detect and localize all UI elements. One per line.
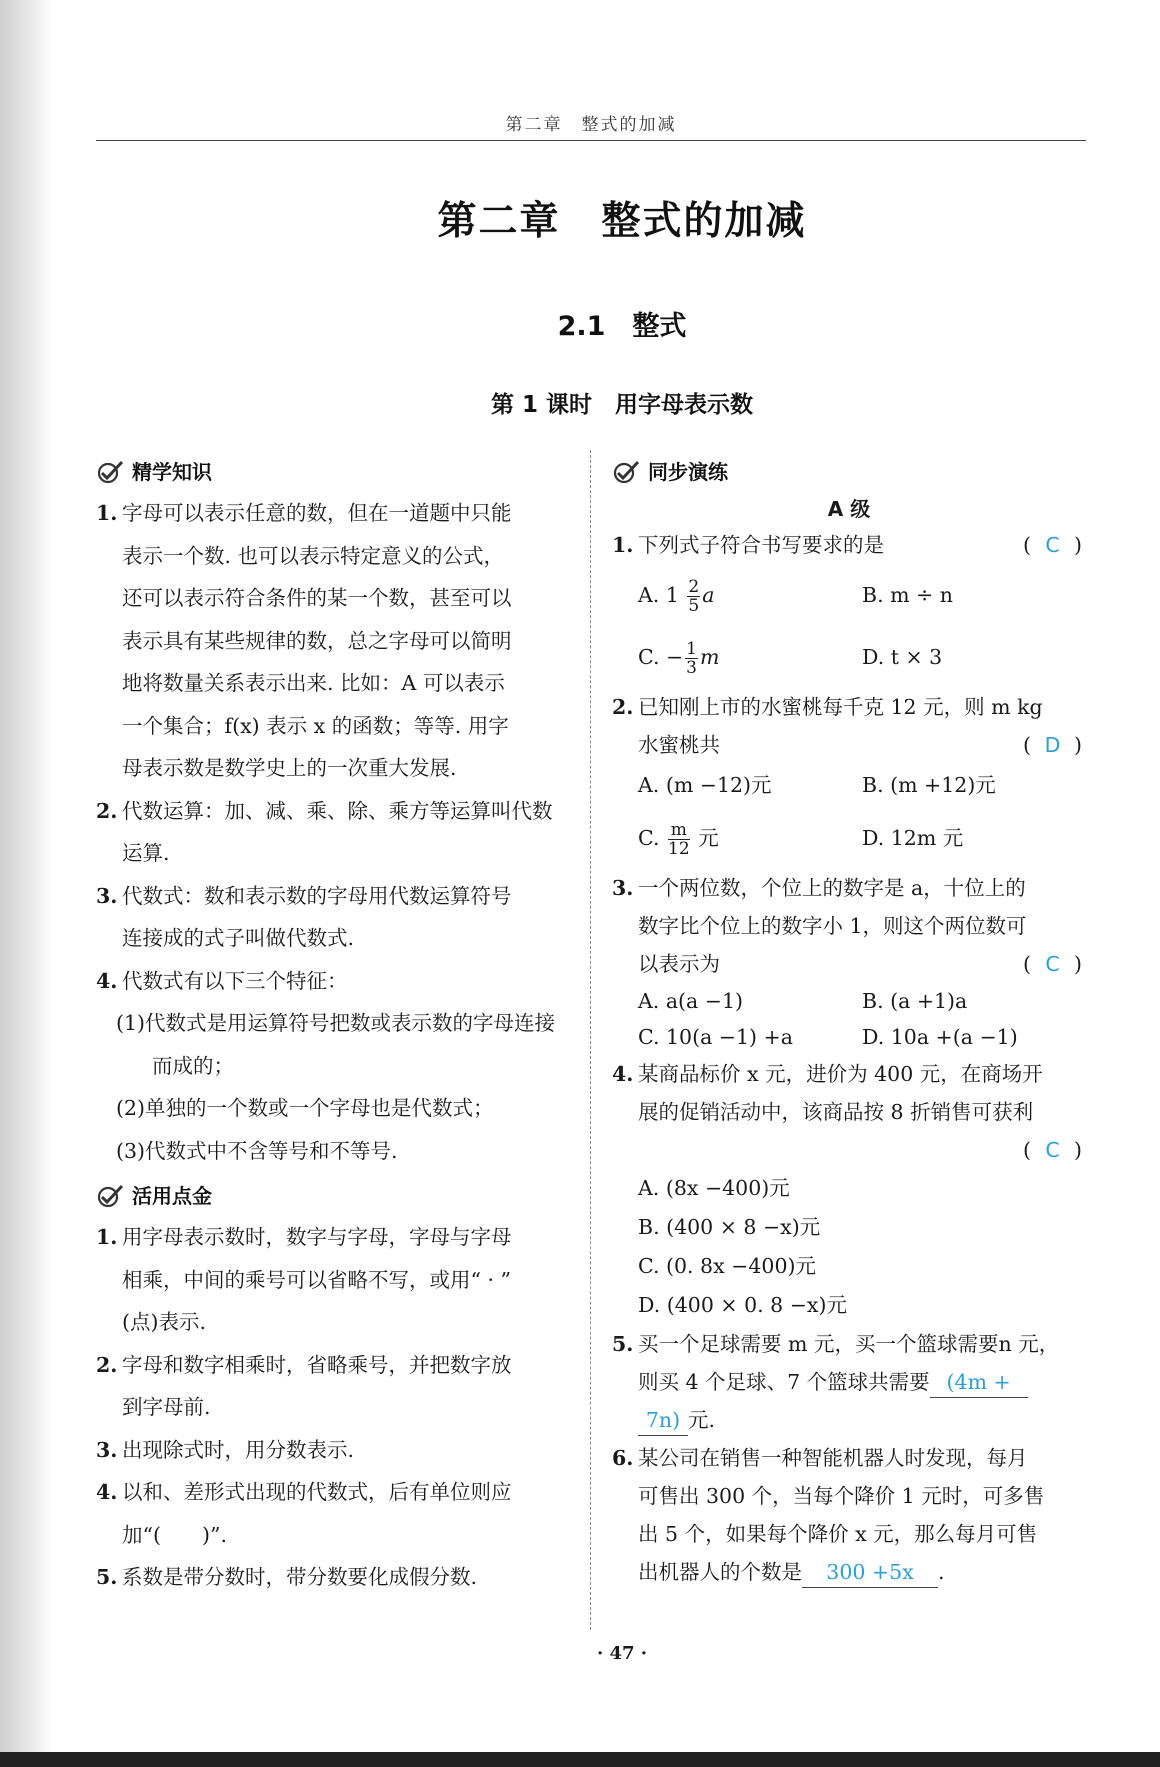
answer-bracket: ( C ) xyxy=(1023,1131,1082,1169)
page-edge-shadow xyxy=(0,0,52,1767)
text-line: 地将数量关系表示出来. 比如：A 可以表示 xyxy=(122,671,505,695)
page-number: · 47 · xyxy=(596,1643,648,1664)
option-a: A. (m −12)元 xyxy=(638,773,772,797)
question-3 xyxy=(612,869,1086,983)
option-label: C. − xyxy=(638,645,684,669)
question-1 xyxy=(612,526,1086,564)
question-text: 以表示为 xyxy=(638,951,720,976)
option-label: A. 1 xyxy=(638,583,679,607)
text-line: 用字母表示数时，数字与字母，字母与字母 xyxy=(122,1225,512,1249)
item-number: 3. xyxy=(96,1437,118,1462)
option-c xyxy=(638,626,862,688)
subitem-3: (3)代数式中不含等号和不等号. xyxy=(116,1138,398,1163)
unit: 元 xyxy=(698,825,719,850)
question-number: 4. xyxy=(612,1061,634,1086)
question-4 xyxy=(612,1055,1086,1169)
level-label: A 级 xyxy=(827,497,871,521)
text-line: 字母可以表示任意的数，但在一道题中只能 xyxy=(122,501,512,525)
question-number: 3. xyxy=(612,875,634,900)
answer-bracket: ( C ) xyxy=(1023,526,1082,564)
question-text: 出 5 个，如果每个降价 x 元，那么每月可售 xyxy=(638,1521,1038,1546)
bottom-edge-bar xyxy=(0,1752,1160,1767)
text-line: 母表示数是数学史上的一次重大发展. xyxy=(122,756,457,780)
item-number: 1. xyxy=(96,501,118,525)
text-line: 运算. xyxy=(122,841,170,865)
variable: m xyxy=(700,645,720,669)
answer-choice: C xyxy=(1045,1137,1060,1162)
option-c xyxy=(638,807,862,869)
option-a: A. a(a −1) xyxy=(638,988,744,1013)
question-text: 下列式子符合书写要求的是 xyxy=(638,533,884,557)
question-number: 6. xyxy=(612,1445,634,1470)
item-number: 3. xyxy=(96,883,118,908)
section-title: 2.1 整式 xyxy=(557,311,687,342)
text-line: 字母和数字相乘时，省略乘号，并把数字放 xyxy=(122,1352,512,1377)
left-column xyxy=(96,452,568,1599)
knowledge-heading xyxy=(96,452,568,492)
knowledge-item-1 xyxy=(96,492,568,790)
question-text: 可售出 300 个，当每个降价 1 元时，可多售 xyxy=(638,1483,1045,1508)
option-d: D. 10a +(a −1) xyxy=(862,1024,1018,1049)
practice-heading-text: 同步演练 xyxy=(648,460,728,484)
item-number: 4. xyxy=(96,1480,118,1504)
checkmark-circle-icon xyxy=(96,1183,124,1209)
tips-item-4 xyxy=(96,1471,568,1556)
knowledge-item-3 xyxy=(96,875,568,960)
checkmark-circle-icon xyxy=(612,459,640,485)
question-text: 买一个足球需要 m 元，买一个篮球需要n 元， xyxy=(638,1331,1060,1356)
item-number: 4. xyxy=(96,968,118,993)
question-text: 水蜜桃共 xyxy=(638,733,720,757)
options-row xyxy=(612,1019,1086,1055)
text-line: 相乘，中间的乘号可以省略不写，或用“ · ” xyxy=(122,1267,512,1292)
option-b: B. m ÷ n xyxy=(862,583,953,607)
tips-heading xyxy=(96,1176,568,1216)
question-text: 则买 4 个足球、7 个篮球共需要 xyxy=(638,1369,930,1394)
answer-bracket: ( C ) xyxy=(1023,945,1082,983)
question-5 xyxy=(612,1325,1086,1439)
tips-heading-text: 活用点金 xyxy=(132,1184,212,1208)
fraction xyxy=(668,821,690,858)
numerator: 1 xyxy=(686,639,697,659)
option-a: A. (8x −400)元 xyxy=(638,1175,790,1200)
option-d: D. t × 3 xyxy=(862,645,943,669)
tips-item-5 xyxy=(96,1556,568,1599)
fraction xyxy=(685,640,698,677)
tips-item-2 xyxy=(96,1344,568,1429)
lesson-title: 第 1 课时 用字母表示数 xyxy=(490,392,754,418)
numerator: m xyxy=(668,821,690,840)
knowledge-item-2 xyxy=(96,790,568,875)
text-line: 代数式有以下三个特征： xyxy=(122,968,348,993)
question-text: 元. xyxy=(688,1407,716,1432)
denominator: 12 xyxy=(668,838,690,859)
text-line: 以和、差形式出现的代数式，后有单位则应 xyxy=(122,1480,512,1504)
text-line: 代数式：数和表示数的字母用代数运算符号 xyxy=(122,883,512,908)
options-row xyxy=(612,807,1086,869)
question-number: 1. xyxy=(612,533,634,557)
answer-blank: (4m + xyxy=(930,1367,1028,1398)
answer-blank: 300 +5x xyxy=(802,1557,938,1588)
header-rule xyxy=(96,140,1086,141)
question-text: 一个两位数，个位上的数字是 a，十位上的 xyxy=(638,875,1026,900)
option-a xyxy=(638,564,862,626)
numerator: 2 xyxy=(688,577,700,597)
right-column xyxy=(612,452,1086,1591)
question-number: 5. xyxy=(612,1331,634,1356)
text-line: 系数是带分数时，带分数要化成假分数. xyxy=(122,1565,478,1589)
option-c: C. 10(a −1) +a xyxy=(638,1024,793,1049)
item-number: 2. xyxy=(96,798,118,823)
option-d: D. 12m 元 xyxy=(862,825,964,850)
question-2 xyxy=(612,688,1086,764)
question-text: 某公司在销售一种智能机器人时发现，每月 xyxy=(638,1445,1028,1470)
running-head: 第二章 整式的加减 xyxy=(505,115,677,135)
text-line: 还可以表示符合条件的某一个数，甚至可以 xyxy=(122,586,512,610)
options-row xyxy=(612,626,1086,688)
options-row xyxy=(612,564,1086,626)
answer-bracket: ( D ) xyxy=(1023,726,1082,764)
text-line: 表示一个数. 也可以表示特定意义的公式， xyxy=(122,543,505,568)
column-divider xyxy=(590,450,591,1630)
question-text: 已知刚上市的水蜜桃每千克 12 元，则 m kg xyxy=(638,695,1043,719)
options-row xyxy=(612,764,1086,807)
text-line: 加“( )”. xyxy=(122,1522,227,1547)
question-text: . xyxy=(938,1559,945,1584)
text-line: 表示具有某些规律的数，总之字母可以简明 xyxy=(122,628,512,653)
text-line: 到字母前. xyxy=(122,1395,211,1419)
option-d: D. (400 × 0. 8 −x)元 xyxy=(638,1292,847,1317)
options-row xyxy=(612,983,1086,1019)
text-line: (点)表示. xyxy=(122,1310,207,1334)
variable: a xyxy=(702,583,715,607)
answer-choice: D xyxy=(1044,733,1061,757)
option-c: C. (0. 8x −400)元 xyxy=(638,1253,816,1278)
tips-item-1 xyxy=(96,1216,568,1344)
question-6 xyxy=(612,1439,1086,1591)
text-line: 代数运算：加、减、乘、除、乘方等运算叫代数 xyxy=(122,798,553,823)
question-text: 展的促销活动中，该商品按 8 折销售可获利 xyxy=(638,1099,1034,1124)
question-text: 出机器人的个数是 xyxy=(638,1559,802,1584)
option-b: B. (400 × 8 −x)元 xyxy=(638,1214,821,1239)
text-line: 出现除式时，用分数表示. xyxy=(122,1437,355,1462)
denominator: 5 xyxy=(688,596,700,616)
item-number: 2. xyxy=(96,1352,118,1377)
answer-blank: 7n) xyxy=(638,1405,688,1436)
text-line: 一个集合；f(x) 表示 x 的函数；等等. 用字 xyxy=(122,713,509,738)
subitem-1: (1)代数式是用运算符号把数或表示数的字母连接而成的； xyxy=(116,1011,556,1078)
knowledge-item-4 xyxy=(96,960,568,1003)
question-text: 某商品标价 x 元，进价为 400 元，在商场开 xyxy=(638,1061,1043,1086)
tips-item-3 xyxy=(96,1429,568,1472)
question-text: 数字比个位上的数字小 1，则这个两位数可 xyxy=(638,913,1027,938)
item-number: 5. xyxy=(96,1565,118,1589)
question-number: 2. xyxy=(612,695,634,719)
text-line: 连接成的式子叫做代数式. xyxy=(122,926,355,950)
practice-heading xyxy=(612,452,1086,492)
chapter-title: 第二章 整式的加减 xyxy=(437,199,807,244)
knowledge-heading-text: 精学知识 xyxy=(132,460,212,484)
subitem-2: (2)单独的一个数或一个字母也是代数式； xyxy=(116,1096,494,1120)
denominator: 3 xyxy=(686,658,697,678)
answer-choice: C xyxy=(1045,533,1060,557)
checkmark-circle-icon xyxy=(96,459,124,485)
fraction xyxy=(687,578,700,615)
option-b: B. (a +1)a xyxy=(862,988,968,1013)
option-b: B. (m +12)元 xyxy=(862,773,996,797)
option-label: C. xyxy=(638,825,660,850)
answer-choice: C xyxy=(1045,951,1060,976)
item-number: 1. xyxy=(96,1225,118,1249)
